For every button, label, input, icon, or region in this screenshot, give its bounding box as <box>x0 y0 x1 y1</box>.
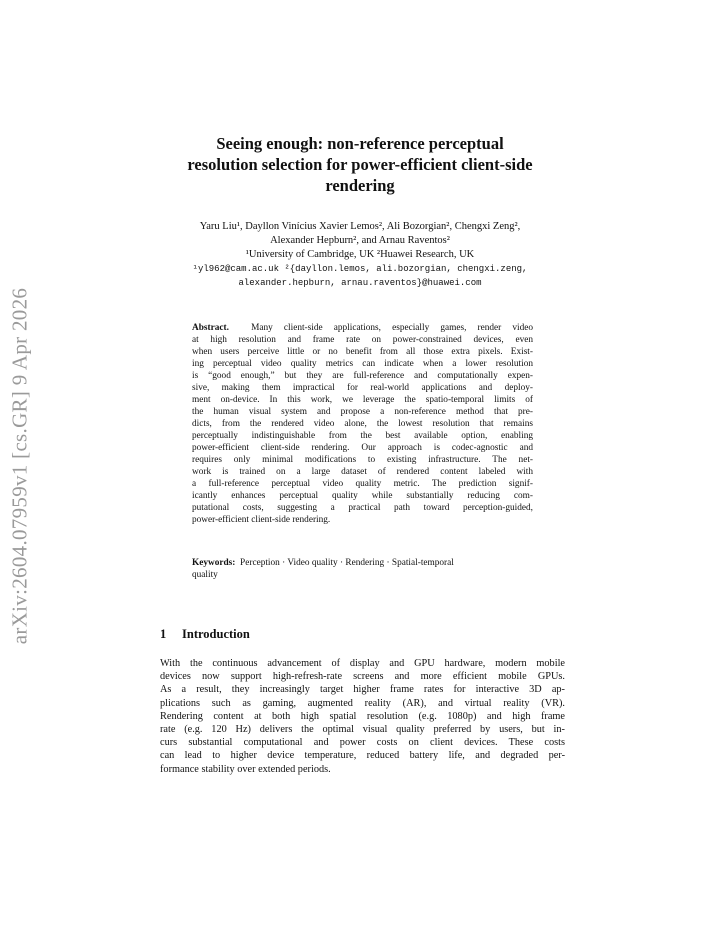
abstract-line: is “good enough,” but they are full-reference and computationally expen- <box>192 371 533 381</box>
title-line: resolution selection for power-efficient client-side <box>187 155 533 174</box>
keywords-line-2: quality <box>192 570 218 580</box>
author-list-line-2: Alexander Hepburn², and Arnau Raventos² <box>270 235 450 246</box>
abstract-line: putational costs, suggesting a practical path toward perception-guided, <box>192 503 533 513</box>
abstract-line: icantly enhances perceptual quality while substantially reducing com- <box>192 491 533 501</box>
abstract-line: power-efficient client-side rendering. <box>192 515 331 525</box>
paragraph-line: devices now support high-refresh-rate screens and more efficient mobile GPUs. <box>160 671 565 683</box>
keywords <box>192 557 533 581</box>
section-heading <box>160 627 250 642</box>
paragraph-line: As a result, they increasingly target higher frame rates for interactive 3D ap- <box>160 684 565 696</box>
abstract-line: at high resolution and frame rate on power-constrained devices, even <box>192 335 533 345</box>
keywords-list: Perception · Video quality · Rendering · Spatial-temporal <box>240 558 454 568</box>
abstract-line: requires only minimal modifications to existing infrastructure. The net- <box>192 455 533 465</box>
abstract-line: Many client-side applications, especially games, render video <box>251 323 533 333</box>
abstract-line: a full-reference perceptual video quality metric. The prediction signif- <box>192 479 533 489</box>
affiliations: ¹University of Cambridge, UK ²Huawei Research, UK <box>245 249 475 260</box>
title-line: rendering <box>325 176 395 195</box>
paragraph-line: plications such as gaming, augmented reality (AR), and virtual reality (VR). <box>160 697 565 709</box>
author-list-line-1: Yaru Liu¹, Dayllon Vinícius Xavier Lemos², Ali Bozorgian², Chengxi Zeng², <box>199 221 521 232</box>
introduction-paragraph <box>160 657 565 776</box>
abstract-first-line <box>192 322 533 334</box>
paragraph-line: can lead to higher device temperature, reduced battery life, and degraded per- <box>160 750 565 762</box>
abstract-line: sive, making them impractical for real-world applications and deploy- <box>192 383 533 393</box>
abstract-line: work is trained on a large dataset of rendered content labeled with <box>192 467 533 477</box>
abstract-line: ment on-device. In this work, we leverage the spatio-temporal limits of <box>192 395 533 405</box>
paragraph-line: formance stability over extended periods. <box>160 763 331 775</box>
abstract-line: perceptually indistinguishable from the best available option, enabling <box>192 431 533 441</box>
abstract-label: Abstract. <box>192 323 229 333</box>
abstract-line: ing perceptual video quality metrics can indicate when a lower resolution <box>192 359 533 369</box>
abstract-line: dicts, from the rendered video alone, the lowest resolution that remains <box>192 419 533 429</box>
section-title: Introduction <box>182 627 250 641</box>
keywords-line-1 <box>192 557 533 569</box>
author-block <box>150 220 570 290</box>
abstract <box>192 322 533 526</box>
abstract-line: power-efficient client-side rendering. Our approach is codec-agnostic and <box>192 443 533 453</box>
paragraph-line: rate (e.g. 120 Hz) delivers the optimal visual quality preferred by users, but in- <box>160 723 565 735</box>
abstract-line: the human visual system and propose a non-reference method that pre- <box>192 407 533 417</box>
paper-title <box>160 133 560 196</box>
email-line-2: alexander.hepburn, arnau.raventos}@huawei.com <box>238 278 482 288</box>
section-number: 1 <box>160 627 167 641</box>
email-line-1: ¹yl962@cam.ac.uk ²{dayllon.lemos, ali.bozorgian, chengxi.zeng, <box>192 264 528 274</box>
arxiv-identifier: arXiv:2604.07959v1 [cs.GR] 9 Apr 2026 <box>7 287 32 645</box>
title-line: Seeing enough: non-reference perceptual <box>216 134 504 153</box>
keywords-label: Keywords: <box>192 558 236 568</box>
paragraph-line: curs substantial computational and power costs on client devices. These costs <box>160 737 565 749</box>
abstract-line: when users perceive little or no benefit from all those extra pixels. Exist- <box>192 347 533 357</box>
paragraph-line: With the continuous advancement of display and GPU hardware, modern mobile <box>160 658 565 669</box>
paragraph-line: Rendering content at both high spatial resolution (e.g. 1080p) and high frame <box>160 710 565 722</box>
